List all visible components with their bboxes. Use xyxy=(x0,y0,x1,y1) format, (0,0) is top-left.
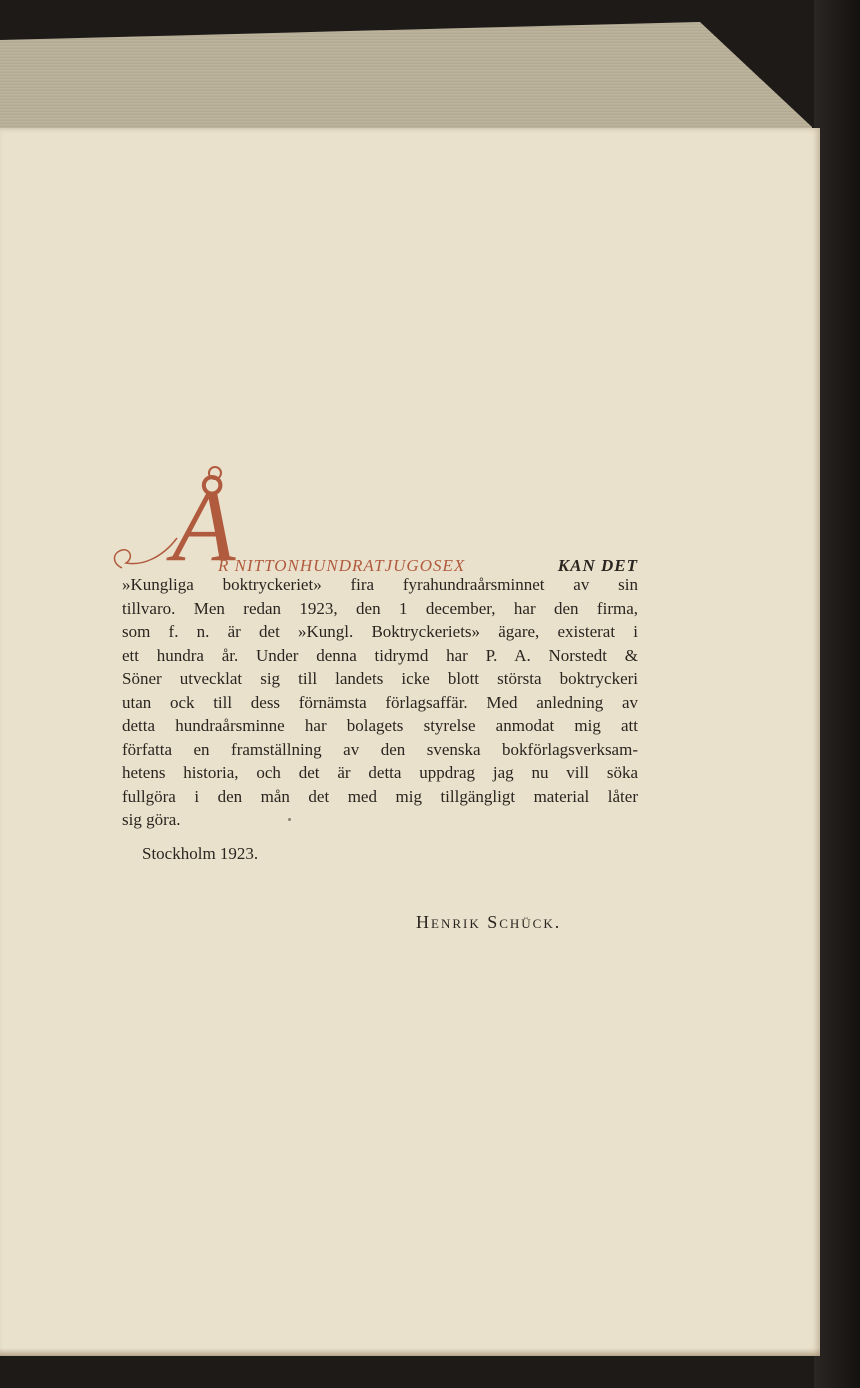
page-stack-edges xyxy=(0,22,812,140)
body-line: författa en framställning av den svenska bokförlagsverksam- xyxy=(122,739,638,759)
lead-red-text: R NITTONHUNDRATJUGOSEX xyxy=(218,556,466,575)
book-page xyxy=(0,128,820,1356)
body-paragraph xyxy=(122,573,638,832)
body-line: sig göra. xyxy=(122,810,181,829)
drop-cap: Å xyxy=(172,468,236,583)
place-date: Stockholm 1923. xyxy=(142,843,259,863)
body-line: tillvaro. Men redan 1923, den 1 december, har den firma, xyxy=(122,598,638,618)
opening-line xyxy=(122,458,638,583)
lead-black-text: KAN DET xyxy=(557,556,638,575)
body-line: utan ock till dess förnämsta förlagsaffär. Med anledning av xyxy=(122,692,638,712)
paper-speck xyxy=(288,818,291,821)
author-signature: Henrik Schück. xyxy=(416,912,562,932)
body-line: Söner utvecklat sig till landets icke blott största boktryckeri xyxy=(122,669,638,688)
text-block xyxy=(122,458,638,864)
body-line: »Kungliga boktryckeriet» fira fyrahundraårsminnet av sin xyxy=(122,575,638,594)
body-line: som f. n. är det »Kungl. Boktryckeriets» ägare, existerat i xyxy=(122,622,638,641)
body-line: detta hundraårsminne har bolagets styrelse anmodat mig att xyxy=(122,716,638,735)
body-line: fullgöra i den mån det med mig tillgängligt material låter xyxy=(122,786,638,806)
body-line: hetens historia, och det är detta uppdrag jag nu vill söka xyxy=(122,763,638,782)
body-line: ett hundra år. Under denna tidrymd har P. A. Norstedt & xyxy=(122,645,638,665)
book-binding xyxy=(814,0,860,1388)
